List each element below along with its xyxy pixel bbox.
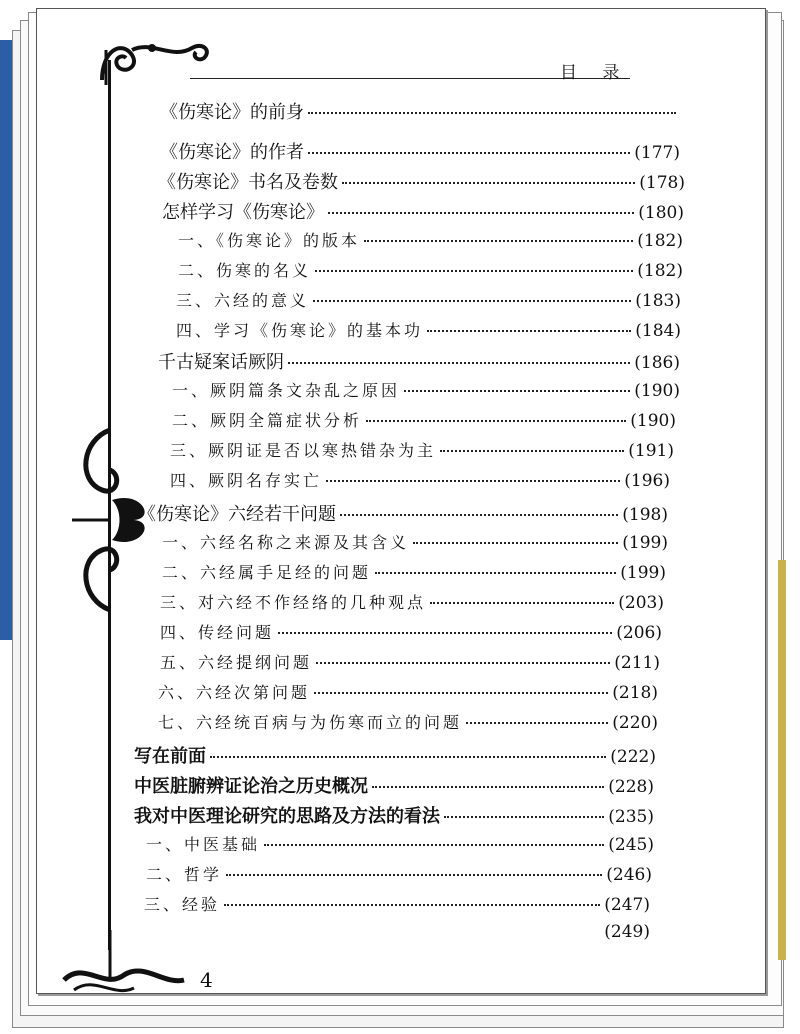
toc-entry-title: 写在前面 <box>134 746 206 767</box>
dot-leader <box>313 300 631 302</box>
toc-entry[interactable] <box>160 98 680 126</box>
toc-entry-title: 《伤寒论》的前身 <box>160 102 304 123</box>
dot-leader <box>328 212 634 214</box>
toc-entry-page: (247) <box>604 895 650 915</box>
toc-entry-page: (182) <box>637 231 683 251</box>
toc-entry[interactable] <box>158 680 658 708</box>
toc-entry[interactable] <box>162 198 684 226</box>
toc-entry-page: (182) <box>637 261 683 281</box>
toc-entry-title: 我对中医理论研究的思路及方法的看法 <box>134 806 440 827</box>
dot-leader <box>440 450 624 452</box>
toc-entry-title: 一、六经名称之来源及其含义 <box>162 533 410 552</box>
dot-leader <box>224 904 600 906</box>
toc-entry-title: 一、《伤寒论》的版本 <box>178 231 361 250</box>
header-title: 目 录 <box>560 63 630 83</box>
toc-entry[interactable] <box>178 258 683 286</box>
dot-leader <box>364 240 633 242</box>
toc-entry-title: 一、中医基础 <box>146 835 261 854</box>
toc-entry[interactable] <box>158 168 685 196</box>
toc-entry[interactable] <box>160 650 660 678</box>
toc-entry-page: (196) <box>624 471 670 491</box>
toc-entry[interactable] <box>134 772 654 800</box>
toc-entry-title: 四、学习《伤寒论》的基本功 <box>176 321 424 340</box>
page-number: 4 <box>200 968 213 992</box>
toc-entry-title: 五、六经提纲问题 <box>160 653 313 672</box>
dot-leader <box>288 362 630 364</box>
dot-leader <box>308 152 630 154</box>
toc-entry[interactable] <box>144 922 650 950</box>
dot-leader <box>430 602 614 604</box>
toc-entry-page: (245) <box>608 835 654 855</box>
toc-entry-page: (180) <box>638 203 684 223</box>
toc-entry-page: (177) <box>634 143 680 163</box>
toc-entry-page: (191) <box>628 441 674 461</box>
dot-leader <box>315 270 633 272</box>
toc-entry-title: 四、传经问题 <box>160 623 275 642</box>
toc-entry-title: 六、六经次第问题 <box>158 683 311 702</box>
toc-entry[interactable] <box>146 832 654 860</box>
toc-entry-page: (211) <box>614 653 660 673</box>
dot-leader <box>342 182 635 184</box>
dot-leader <box>444 816 604 818</box>
toc-entry-page: (184) <box>635 321 681 341</box>
toc-entry-page: (190) <box>630 411 676 431</box>
dot-leader <box>308 112 676 114</box>
toc-entry-title: 一、厥阴篇条文杂乱之原因 <box>172 381 401 400</box>
toc-entry[interactable] <box>160 138 680 166</box>
dot-leader <box>375 572 616 574</box>
toc-entry-page: (222) <box>610 747 656 767</box>
toc-entry-title: 三、厥阴证是否以寒热错杂为主 <box>170 441 437 460</box>
dot-leader <box>314 692 608 694</box>
dot-leader <box>413 542 618 544</box>
dot-leader <box>340 514 618 516</box>
toc-entry-title: 怎样学习《伤寒论》 <box>162 202 324 223</box>
toc-entry[interactable] <box>176 318 681 346</box>
toc-entry[interactable] <box>170 468 670 496</box>
toc-entry-title: 七、六经统百病与为伤寒而立的问题 <box>158 713 463 732</box>
toc-entry[interactable] <box>158 710 658 738</box>
toc-entry[interactable] <box>158 348 680 376</box>
toc-entry-title: 千古疑案话厥阴 <box>158 352 284 373</box>
dot-leader <box>404 390 630 392</box>
toc-entry[interactable] <box>144 892 650 920</box>
toc-entry[interactable] <box>146 862 652 890</box>
toc-entry-title: 四、厥阴名存实亡 <box>170 471 323 490</box>
toc-entry[interactable] <box>134 742 656 770</box>
dot-leader <box>326 480 620 482</box>
toc-entry-title: 《伤寒论》六经若干问题 <box>138 504 336 525</box>
dot-leader <box>264 844 604 846</box>
toc-entry-title: 三、对六经不作经络的几种观点 <box>160 593 427 612</box>
toc-entry-page: (186) <box>634 353 680 373</box>
toc-entry[interactable] <box>162 560 666 588</box>
toc-entry-title: 《伤寒论》书名及卷数 <box>158 172 338 193</box>
toc-entry[interactable] <box>134 802 654 830</box>
toc-entry-title: 三、经验 <box>144 895 221 914</box>
toc-entry[interactable] <box>172 408 676 436</box>
toc-entry-page: (183) <box>635 291 681 311</box>
dot-leader <box>316 662 610 664</box>
toc-entry-title: 二、六经属手足经的问题 <box>162 563 372 582</box>
toc-entry-page: (218) <box>612 683 658 703</box>
toc-entry-page: (206) <box>616 623 662 643</box>
dot-leader <box>278 632 612 634</box>
toc-entry-title: 三、六经的意义 <box>176 291 310 310</box>
toc-entry-title: 二、伤寒的名义 <box>178 261 312 280</box>
toc-entry[interactable] <box>172 378 680 406</box>
toc-entry-page: (228) <box>608 777 654 797</box>
toc-entry-page: (235) <box>608 807 654 827</box>
dot-leader <box>210 756 606 758</box>
toc-entry[interactable] <box>170 438 674 466</box>
dot-leader <box>466 722 608 724</box>
toc-entry-page: (249) <box>604 922 650 942</box>
toc-entry-title: 二、哲学 <box>146 865 223 884</box>
toc-entry[interactable] <box>176 288 681 316</box>
toc-entry-page: (199) <box>622 533 668 553</box>
dot-leader <box>226 874 602 876</box>
toc-entry[interactable] <box>162 530 668 558</box>
toc-entry[interactable] <box>138 500 668 528</box>
toc-entry-page: (220) <box>612 713 658 733</box>
toc-entry-page: (178) <box>639 173 685 193</box>
toc-entry[interactable] <box>160 590 664 618</box>
toc-entry[interactable] <box>178 228 683 256</box>
toc-entry-title: 《伤寒论》的作者 <box>160 142 304 163</box>
toc-entry-page: (203) <box>618 593 664 613</box>
dot-leader <box>372 786 604 788</box>
toc-entry-page: (199) <box>620 563 666 583</box>
toc-entry-page: (198) <box>622 505 668 525</box>
dot-leader <box>366 420 626 422</box>
toc-entry-page: (190) <box>634 381 680 401</box>
toc-entry[interactable] <box>160 620 662 648</box>
toc-entry-title: 中医脏腑辨证论治之历史概况 <box>134 776 368 797</box>
dot-leader <box>427 330 631 332</box>
toc-entry-title: 二、厥阴全篇症状分析 <box>172 411 363 430</box>
toc-entry-page: (246) <box>606 865 652 885</box>
